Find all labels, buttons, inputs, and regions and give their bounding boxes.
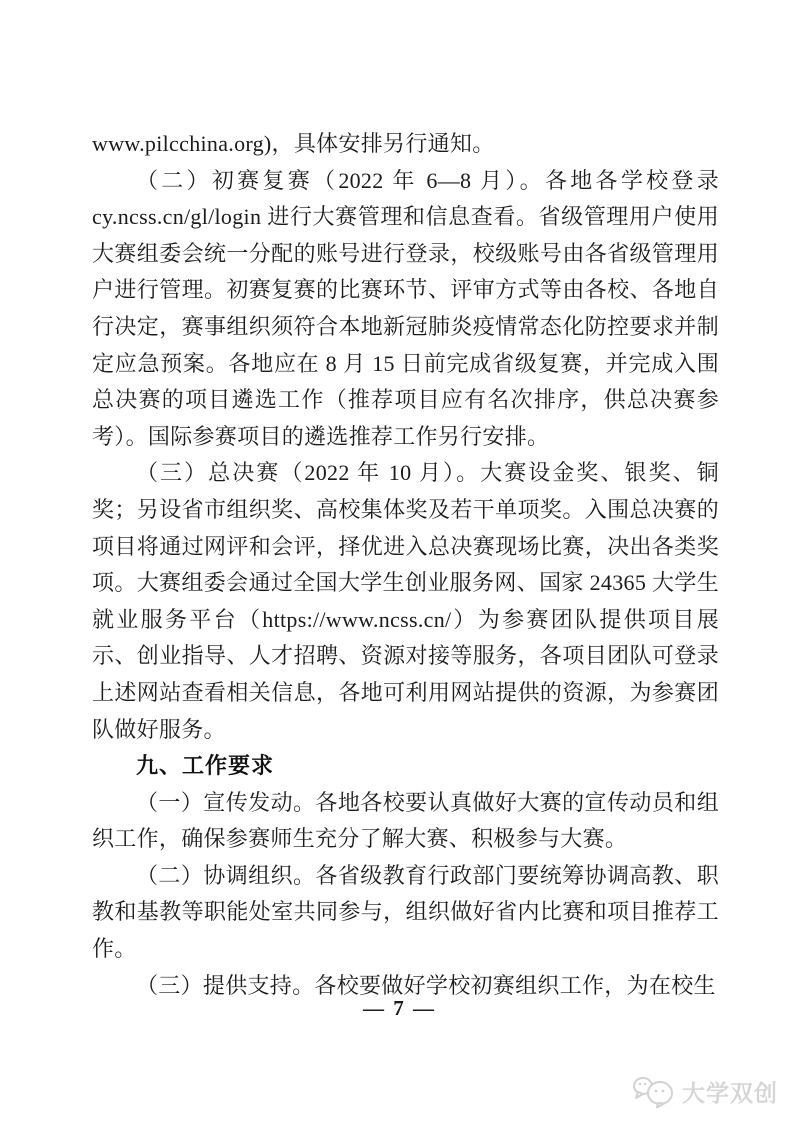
wechat-icon: [632, 1076, 676, 1108]
document-body: [92, 126, 719, 1004]
paragraph-coordination: （二）协调组织。各省级教育行政部门要统筹协调高教、职教和基教等职能处室共同参与，组织做好省内比赛和项目推荐工作。: [92, 862, 719, 962]
paragraph-continuation: www.pilcchina.org)，具体安排另行通知。: [92, 131, 495, 156]
paragraph-preliminary-semifinal: （二）初赛复赛（2022 年 6—8 月）。各地各学校登录 cy.ncss.cn/gl/login 进行大赛管理和信息查看。省级管理用户使用大赛组委会统一分配的账号进行登录，校级账号由各省级管理用户进行管理。初赛复赛的比赛环节、评审方式等由各校、各地自行决定，赛事组织须符合本地新冠肺炎疫情常态化防控要求并制定应急预案。各地应在 8 月 15 日前完成省级复赛，并完成入围总决赛的项目遴选工作（推荐项目应有名次排序，供总决赛参考）。国际参赛项目的遴选推荐工作另行安排。: [92, 167, 719, 449]
page-number: — 7 —: [363, 996, 436, 1020]
paragraph-final: （三）总决赛（2022 年 10 月）。大赛设金奖、银奖、铜奖；另设省市组织奖、高校集体奖及若干单项奖。入围总决赛的项目将通过网评和会评，择优进入总决赛现场比赛，决出各类奖项。大赛组委会通过全国大学生创业服务网、国家 24365 大学生就业服务平台（https://www.ncss.cn/）为参赛团队提供项目展示、创业指导、人才招聘、资源对接等服务，各项目团队可登录上述网站查看相关信息，各地可利用网站提供的资源，为参赛团队做好服务。: [92, 460, 719, 742]
paragraph-publicity: （一）宣传发动。各地各校要认真做好大赛的宣传动员和组织工作，确保参赛师生充分了解大赛、积极参与大赛。: [92, 789, 719, 852]
section-heading-work-requirements: 九、工作要求: [136, 753, 275, 779]
watermark-label: 大学双创: [682, 1080, 778, 1106]
paragraph-support: （三）提供支持。各校要做好学校初赛组织工作，为在校生: [136, 972, 716, 998]
watermark: [632, 1075, 778, 1108]
